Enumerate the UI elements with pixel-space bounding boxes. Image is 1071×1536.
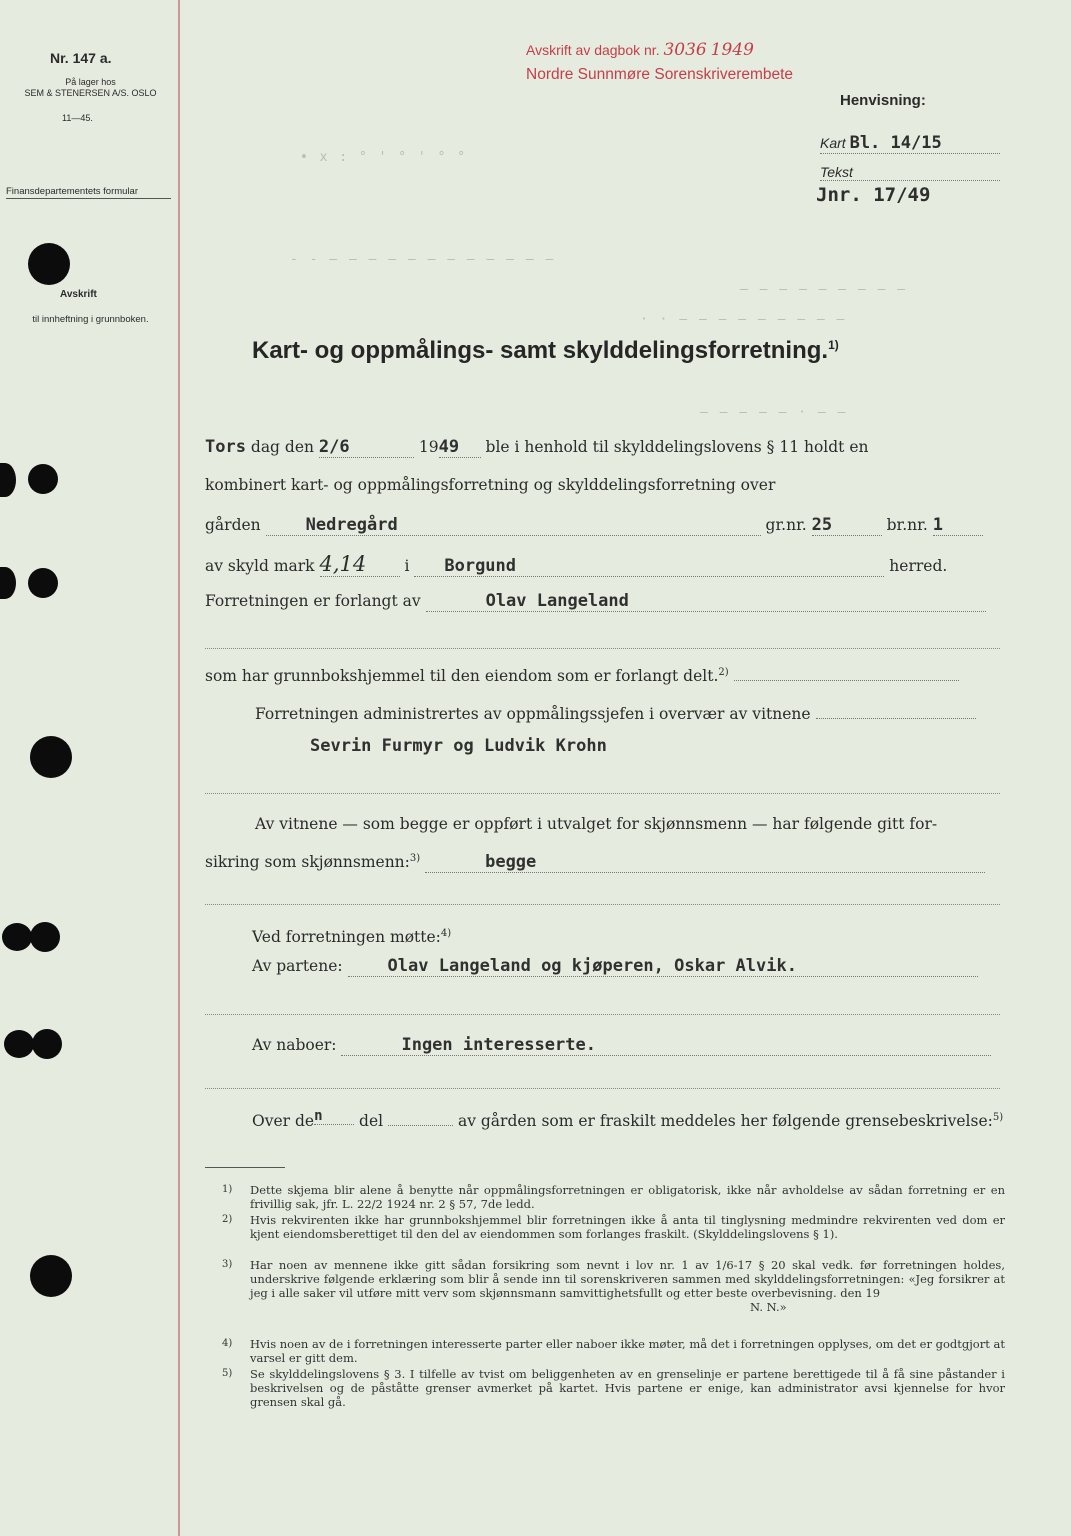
blank-line [205,904,1000,905]
footnote-text: Hvis noen av de i forretningen interesserte parter eller naboer ikke møter, må det i forretningen opplyses, om det er godtgjort at varsel er gitt dem. [250,1337,1005,1365]
insurance-text-1: Av vitnene — som begge er oppført i utvalget for skjønnsmenn — har følgende gitt for- [255,815,938,833]
year-value: 49 [439,437,481,458]
binder-hole [30,922,60,952]
footnote-mark: 3) [222,1259,233,1270]
form-row-grunnbok [205,667,1000,685]
diary-stamp [526,40,793,84]
copy-purpose: til innheftning i grunnboken. [32,314,149,325]
bleed-through-mark: ‒ ‒ ‒ ‒ ‒ ‒ ‒ ‒ ‒ [740,282,908,297]
i-label: i [404,557,410,575]
form-row-combined: kombinert kart- og oppmålingsforretning og skylddelingsforretning over [205,476,776,494]
form-row-insurance [205,852,1000,873]
form-row-boundary [252,1108,1004,1131]
insurance-label: sikring som skjønnsmenn: [205,853,410,871]
form-row-requested [205,591,1000,612]
footnote-mark: 4) [222,1338,233,1349]
witnesses-value: Sevrin Furmyr og Ludvik Krohn [310,736,607,756]
skyld-label: av skyld mark [205,557,315,575]
form-row-date [205,437,1000,458]
kart-label: Kart [820,135,846,151]
footnote-ref-4: 4) [440,928,452,939]
footnote-ref-5: 5) [992,1112,1004,1123]
insurance-value: begge [425,852,985,873]
reference-label: Henvisning: [840,92,926,109]
binder-hole [0,463,16,497]
over-de-fill: n [314,1108,354,1125]
publisher-line1: På lager hos [65,77,116,87]
print-date: 11—45. [62,113,93,123]
form-row-neighbours [252,1035,1000,1056]
form-row-parties [252,956,1000,977]
footnote-mark: 2) [222,1214,233,1225]
skyld-value: 4,14 [320,552,400,577]
footnote-4 [222,1337,1005,1365]
publisher-line2: SEM & STENERSEN A/S. OSLO [24,88,157,98]
witnesses-line [310,736,1071,756]
form-title-text: Kart- og oppmålings- samt skylddelingsforretning. [252,337,829,364]
year-prefix: 19 [418,438,439,456]
binder-hole [28,243,70,285]
jnr-value: Jnr. 17/49 [816,184,931,206]
form-row-skyld [205,552,1000,577]
footnote-2 [222,1213,1005,1241]
form-row-farm [205,515,1000,536]
dag-den-label: dag den [250,438,314,456]
binder-hole [32,1029,62,1059]
footnote-3 [222,1258,1005,1314]
date-value: 2/6 [319,437,414,458]
requested-by-value: Olav Langeland [426,591,986,612]
date-line-text: ble i henhold til skylddelingslovens § 11 holdt en [485,438,869,456]
ministry-label: Finansdepartementets formular [6,186,171,199]
neighbours-value: Ingen interesserte. [341,1035,991,1056]
footnote-text: Dette skjema blir alene å benytte når oppmålingsforretningen er obligatorisk, ikke når avholdelse av sådan forretning er en frivillig sak, jfr. L. 22/2 1924 nr. 2 § 57, 7de ledd. [250,1183,1005,1211]
footnote-separator [205,1167,285,1168]
admin-text: Forretningen administrertes av oppmålingssjefen i overvær av vitnene [255,705,811,723]
binder-hole [28,568,58,598]
grunnbok-text: som har grunnbokshjemmel til den eiendom som er forlangt delt. [205,667,719,686]
parties-label: Av partene: [252,957,343,975]
farm-label: gården [205,516,261,534]
blank-line [205,1014,1000,1015]
weekday-value: Tors [205,437,246,457]
footnote-ref-3: 3) [409,852,421,864]
blank-line [205,648,1000,649]
footnote-ref-2: 2) [718,667,729,678]
farm-name: Nedregård [266,515,761,536]
kart-line [820,133,1000,154]
bnr-label: br.nr. [886,516,928,534]
binder-hole [30,736,72,778]
bleed-through-mark: · · ‒ ‒ ‒ ‒ ‒ ‒ ‒ ‒ ‒ [640,312,847,327]
blank-line [205,1088,1000,1089]
binder-hole [0,567,16,599]
boundary-text: av gården som er fraskilt meddeles her følgende grensebeskrivelse: [457,1112,993,1131]
footnote-5 [222,1367,1005,1409]
bleed-through-mark: - - ‒ ‒ ‒ ‒ ‒ ‒ ‒ ‒ ‒ ‒ ‒ ‒ [290,252,556,267]
binder-hole [28,464,58,494]
kart-value: Bl. 14/15 [849,133,942,153]
copy-label: Avskrift [60,289,97,300]
binder-hole [4,1030,34,1058]
bleed-through-mark: ‒ ‒ ‒ ‒ ‒ · ‒ ‒ [700,405,848,420]
stamp-year: 1949 [710,40,754,60]
footnote-text: Hvis rekvirenten ikke har grunnbokshjemmel blir forretningen ikke å anta til tinglysning medmindre rekvirenten ved dom er kjent eiendomsberettiget til den del av eiendommen som forlanges fraskilt. (Skylddelingslovens § 1). [250,1213,1005,1241]
blank-line [816,718,976,719]
footnote-mark: 5) [222,1368,233,1379]
blank-line [734,680,959,681]
stamp-office: Nordre Sunnmøre Sorenskriverembete [526,66,794,83]
form-row-admin [255,705,1000,723]
tekst-label: Tekst [820,164,1000,181]
herred-label: herred. [889,557,948,575]
blank-line [205,793,1000,794]
footnote-signature: N. N.» [750,1300,787,1314]
gnr-value: 25 [812,515,882,536]
bleed-through-mark: • x : ° ' ° ' ° ° [300,150,468,165]
over-de-label: Over de [252,1112,315,1131]
margin-rule [178,0,180,1536]
binder-hole [30,1255,72,1297]
present-label: Ved forretningen møtte: [252,928,441,947]
parties-value: Olav Langeland og kjøperen, Oskar Alvik. [348,956,978,977]
footnote-ref-1: 1) [828,338,839,352]
footnote-mark: 1) [222,1184,233,1195]
stamp-prefix: Avskrift av dagbok nr. [526,42,660,58]
footnote-text: Se skylddelingslovens § 3. I tilfelle av tvist om beliggenheten av en grenselinje er partene berettigede til å få sine påstander i beskrivelsen og de påståtte grenser avmerket på kartet. Hvis partene er enige, kan administrator avsi kjennelse for hvor grensen skal gå. [250,1367,1005,1409]
footnote-1 [222,1183,1005,1211]
municipality-value: Borgund [414,556,884,577]
form-title [252,337,839,365]
binder-hole [2,923,32,951]
requested-label: Forretningen er forlangt av [205,592,421,610]
gnr-label: gr.nr. [765,516,807,534]
neighbours-label: Av naboer: [252,1036,337,1054]
del-label: del [359,1112,384,1131]
blank-line [388,1125,453,1126]
form-number: Nr. 147 a. [50,50,112,66]
bnr-value: 1 [933,515,983,536]
footnote-text: Har noen av mennene ikke gitt sådan forsikring som nevnt i lov nr. 1 av 1/6-17 § 20 skal vedk. før forretningen holdes, underskrive følgende erklæring som blir å sende inn til sorenskriveren sammen med skylddelingsforretningen: «Jeg forsikrer at jeg i alle saker vil utføre mitt verv som skjønnsmann samvittighetsfullt og etter beste overbevisning. den 19 [250,1258,1005,1300]
form-row-present [252,928,1047,946]
diary-number: 3036 [663,40,707,60]
